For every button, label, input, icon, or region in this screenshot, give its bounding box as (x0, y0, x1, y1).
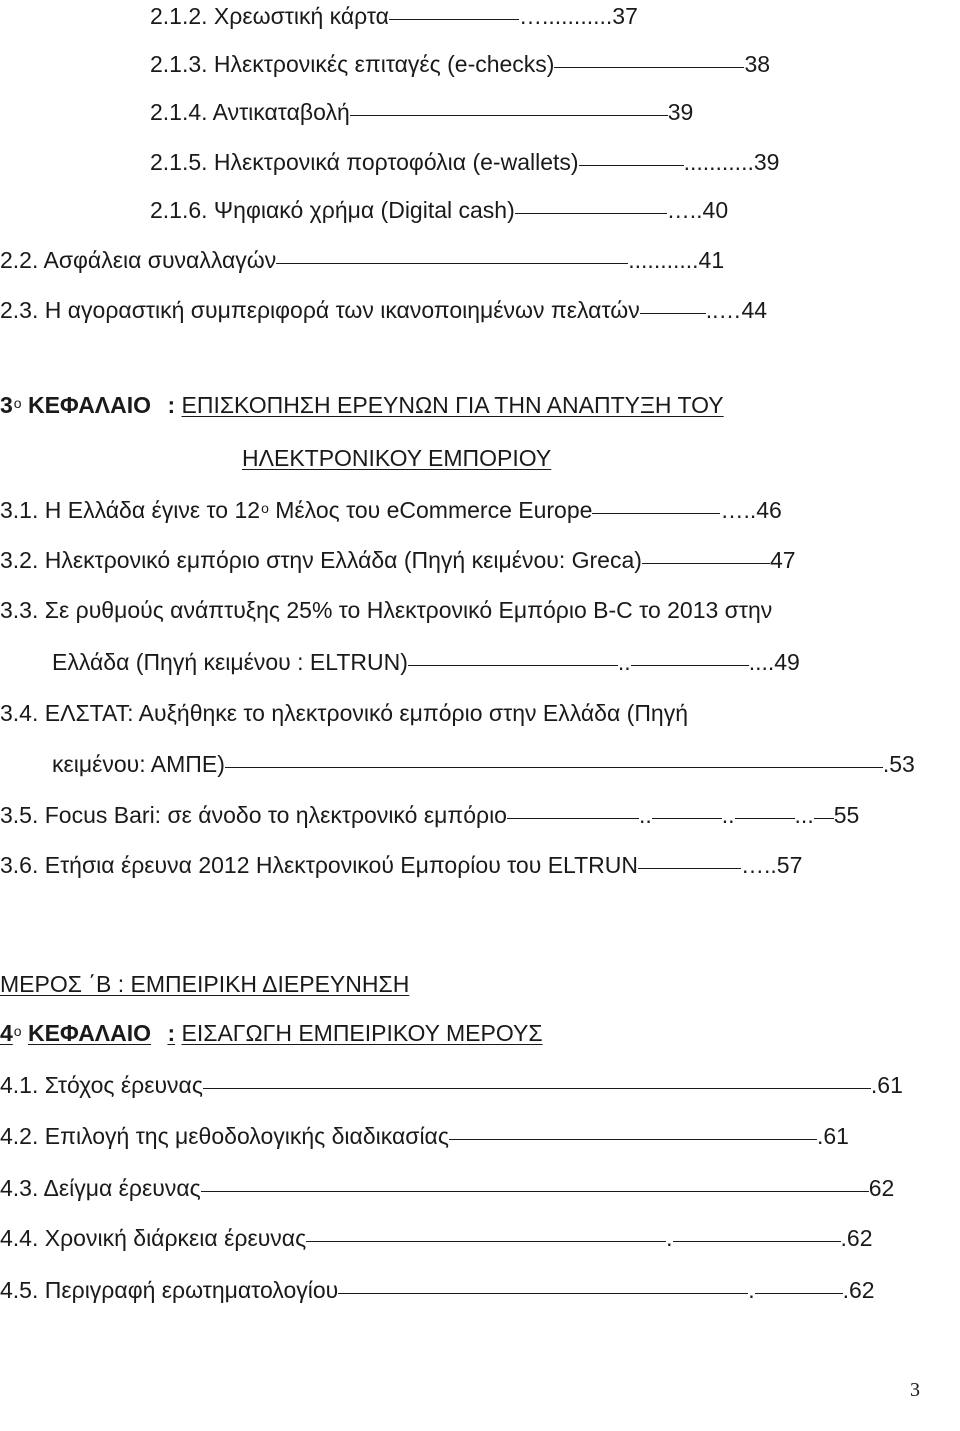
toc-entry-text: 2.1.2. Χρεωστική κάρτα (150, 3, 389, 29)
toc-entry-2-1-2 (150, 2, 638, 30)
toc-entry-text: 3.2. Ηλεκτρονικό εμπόριο στην Ελλάδα (Πηγή κειμένου: Greca) (0, 547, 642, 573)
toc-entry-4-3 (0, 1174, 894, 1202)
toc-entry-3-4-line2 (52, 750, 915, 778)
part-title: ΜΕΡΟΣ ΄Β : ΕΜΠΕΙΡΙΚΗ ΔΙΕΡΕΥΝΗΣΗ (0, 971, 410, 997)
chapter-colon: : (167, 392, 176, 418)
toc-entry-3-2 (0, 546, 796, 574)
toc-entry-4-4 (0, 1224, 873, 1252)
toc-entry-page: .53 (882, 751, 915, 777)
chapter-number: 4 (0, 1020, 13, 1046)
toc-entry-page: ..…44 (705, 297, 768, 323)
toc-entry-text: Μέλος του eCommerce Europe (268, 497, 593, 523)
toc-entry-text: Ελλάδα (Πηγή κειμένου : ELTRUN) (52, 649, 408, 675)
toc-entry-page: 47 (769, 547, 796, 573)
toc-entry-dots: .. (638, 802, 652, 828)
toc-entry-2-1-5 (150, 148, 779, 176)
toc-entry-text: 4.5. Περιγραφή ερωτηματολογίου (0, 1277, 339, 1303)
toc-entry-2-1-6 (150, 196, 728, 224)
ordinal-superscript: ο (13, 395, 22, 411)
chapter-title: ΕΠΙΣΚΟΠΗΣΗ ΕΡΕΥΝΩΝ ΓΙΑ ΤΗΝ ΑΝΑΠΤΥΞΗ ΤΟΥ (181, 392, 724, 418)
toc-entry-page: …..46 (720, 497, 782, 523)
toc-entry-page: ...........41 (628, 247, 725, 273)
toc-entry-dots: ... (794, 802, 814, 828)
toc-entry-page: .61 (870, 1072, 903, 1098)
toc-entry-page: 62 (868, 1175, 895, 1201)
toc-entry-3-3 (0, 596, 772, 624)
toc-entry-dots: .. (617, 649, 631, 675)
chapter-title: ΕΙΣΑΓΩΓΗ ΕΜΠΕΙΡΙΚΟΥ ΜΕΡΟΥΣ (181, 1020, 543, 1046)
toc-entry-page: 38 (744, 51, 771, 77)
toc-entry-page: .62 (840, 1225, 873, 1251)
chapter-label: ΚΕΦΑΛΑΙΟ (27, 392, 152, 418)
toc-entry-4-5 (0, 1276, 875, 1304)
toc-entry-text: 2.2. Ασφάλεια συναλλαγών (0, 247, 277, 273)
toc-entry-dots: . (666, 1225, 673, 1251)
toc-entry-3-4 (0, 699, 688, 727)
chapter-3-heading-line2 (242, 444, 551, 472)
page-number: 3 (910, 1379, 920, 1401)
toc-entry-3-1 (0, 496, 782, 524)
toc-entry-page: .61 (816, 1123, 849, 1149)
toc-entry-3-5 (0, 801, 859, 829)
toc-entry-page: …..57 (741, 852, 803, 878)
toc-entry-page: ....49 (748, 649, 800, 675)
toc-entry-2-1-3 (150, 50, 770, 78)
toc-entry-text: 3.3. Σε ρυθμούς ανάπτυξης 25% το Ηλεκτρονικό Εμπόριο B-C το 2013 στην (0, 597, 773, 623)
chapter-label: ΚΕΦΑΛΑΙΟ (27, 1020, 152, 1046)
chapter-colon: : (167, 1020, 176, 1046)
toc-entry-text: 2.1.4. Αντικαταβολή (150, 99, 350, 125)
toc-entry-text: 3.5. Focus Bari: σε άνοδο το ηλεκτρονικό εμπόριο (0, 802, 507, 828)
toc-entry-2-2 (0, 246, 724, 274)
toc-entry-dots: .. (721, 802, 735, 828)
toc-entry-text: 4.4. Χρονική διάρκεια έρευνας (0, 1225, 307, 1251)
toc-entry-text: 4.3. Δείγμα έρευνας (0, 1175, 201, 1201)
ordinal-superscript: ο (13, 1023, 22, 1039)
part-b-heading (0, 970, 409, 998)
toc-entry-text: 2.1.5. Ηλεκτρονικά πορτοφόλια (e-wallets) (150, 149, 579, 175)
toc-entry-text: κειμένου: ΑΜΠΕ) (52, 751, 225, 777)
chapter-4-heading (0, 1019, 543, 1047)
toc-entry-text: 2.3. Η αγοραστική συμπεριφορά των ικανοποιημένων πελατών (0, 297, 640, 323)
toc-entry-page: …...........37 (518, 3, 638, 29)
toc-entry-dots: . (748, 1277, 755, 1303)
toc-entry-text: 3.1. Η Ελλάδα έγινε το 12 (0, 497, 261, 523)
toc-entry-page: .62 (842, 1277, 875, 1303)
toc-entry-text: 2.1.6. Ψηφιακό χρήμα (Digital cash) (150, 197, 515, 223)
ordinal-superscript: ο (261, 500, 269, 516)
toc-entry-2-1-4 (150, 98, 693, 126)
toc-entry-text: 3.6. Ετήσια έρευνα 2012 Ηλεκτρονικού Εμπορίου του ELTRUN (0, 852, 638, 878)
toc-entry-4-1 (0, 1071, 903, 1099)
toc-entry-text: 4.1. Στόχος έρευνας (0, 1072, 203, 1098)
chapter-number: 3 (0, 392, 13, 418)
toc-entry-text: 4.2. Επιλογή της μεθοδολογικής διαδικασίας (0, 1123, 449, 1149)
toc-entry-page: 55 (833, 802, 860, 828)
chapter-title-continued: ΗΛΕΚΤΡΟΝΙΚΟΥ ΕΜΠΟΡΙΟΥ (242, 445, 552, 471)
toc-entry-page: 39 (667, 99, 694, 125)
chapter-3-heading (0, 391, 724, 419)
toc-entry-2-3 (0, 296, 767, 324)
toc-entry-3-6 (0, 851, 802, 879)
toc-entry-4-2 (0, 1122, 849, 1150)
toc-entry-page: …..40 (666, 197, 729, 223)
toc-entry-text: 2.1.3. Ηλεκτρονικές επιταγές (e-checks) (150, 51, 555, 77)
toc-entry-text: 3.4. ΕΛΣΤΑΤ: Αυξήθηκε το ηλεκτρονικό εμπόριο στην Ελλάδα (Πηγή (0, 700, 689, 726)
toc-entry-page: ...........39 (683, 149, 780, 175)
toc-entry-3-3-line2 (52, 648, 800, 676)
